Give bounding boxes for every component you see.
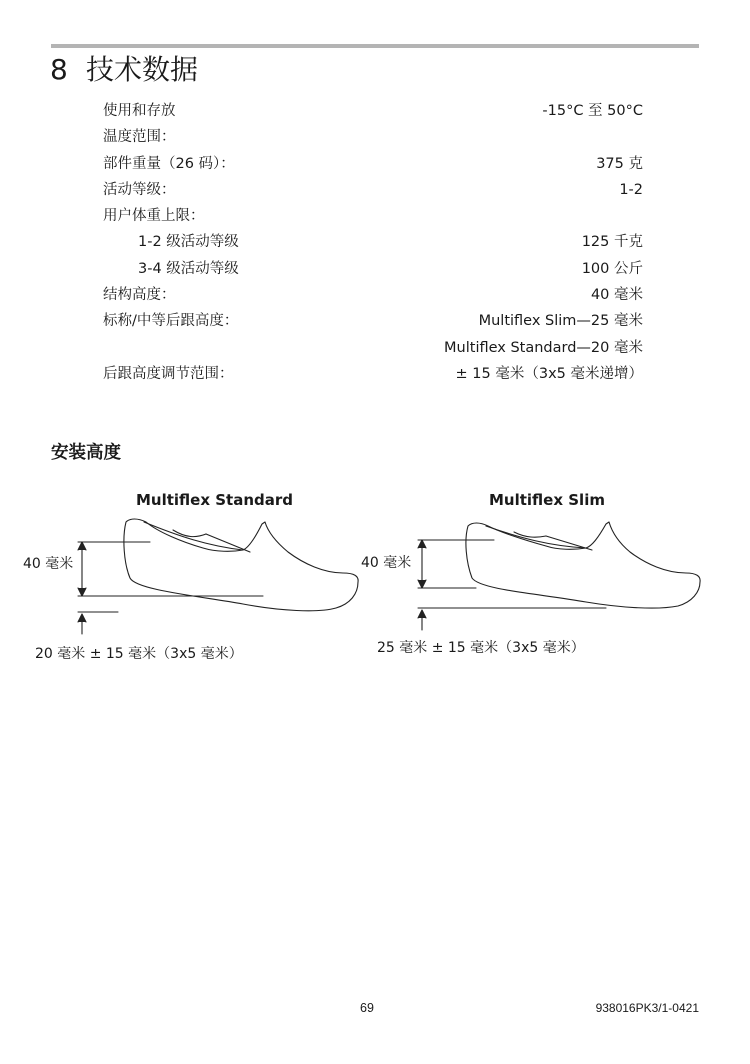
spec-value: Multiflex Standard—20 毫米 [444,339,643,356]
height-arrow-head-up [78,542,86,550]
installation-heading: 安装高度 [51,443,121,463]
page-number: 69 [360,1001,374,1015]
spec-row [103,151,643,177]
spec-value: -15°C 至 50°C [542,103,643,119]
section-heading [50,50,198,90]
spec-label: 温度范围： [103,129,176,146]
figure-title: Multiflex Slim [489,491,605,509]
document-code: 938016PK3/1-0421 [595,1001,699,1015]
spec-label: 1-2 级活动等级 [138,234,239,251]
spec-label: 后跟高度调节范围： [103,365,234,382]
spec-row [103,256,643,282]
spec-value: 100 公斤 [581,260,643,277]
adjust-label: 20 毫米 ± 15 毫米（3x5 毫米） [35,646,243,662]
spec-label: 3-4 级活动等级 [138,260,239,277]
spec-value: 1-2 [619,181,643,198]
adjust-label: 25 毫米 ± 15 毫米（3x5 毫米） [377,640,585,656]
spec-row [103,335,643,361]
height-arrow-head-down [78,588,86,596]
foot-diagram [356,516,716,636]
figure-multiflex-standard [18,486,378,676]
tongue-line [206,534,250,552]
spec-table [103,98,643,387]
spec-label: 使用和存放 [103,103,176,119]
spec-row [103,361,643,387]
spec-value: 375 克 [596,155,643,172]
heel-counter [173,530,206,537]
adjust-arrow-head [78,614,86,622]
height-label: 40 毫米 [361,555,412,571]
height-label: 40 毫米 [23,556,74,572]
figure-multiflex-slim [356,486,716,676]
spec-row [103,203,643,229]
spec-row [103,308,643,334]
spec-label: 活动等级： [103,181,176,198]
spec-label: 部件重量（26 码）： [103,155,235,172]
spec-row [103,177,643,203]
spec-value: Multiflex Slim—25 毫米 [478,313,643,330]
height-arrow-head-down [418,580,426,588]
top-rule [51,44,699,48]
foot-outline [466,522,700,608]
figure-title: Multiflex Standard [136,491,294,509]
height-arrow-head-up [418,540,426,548]
foot-outline [124,519,358,611]
spec-value: 40 毫米 [590,287,643,304]
section-title: 技术数据 [86,53,199,86]
spec-row [103,124,643,150]
spec-value: ± 15 毫米（3x5 毫米递增） [455,365,643,382]
spec-row [103,282,643,308]
spec-row [103,229,643,255]
spec-row [103,98,643,124]
spec-label: 结构高度： [103,287,176,304]
adjust-arrow-head [418,610,426,618]
section-number: 8 [50,53,68,86]
spec-label: 标称/中等后跟高度： [103,313,239,330]
spec-value: 125 千克 [581,234,643,251]
foot-diagram [18,516,378,636]
spec-label: 用户体重上限： [103,208,205,225]
